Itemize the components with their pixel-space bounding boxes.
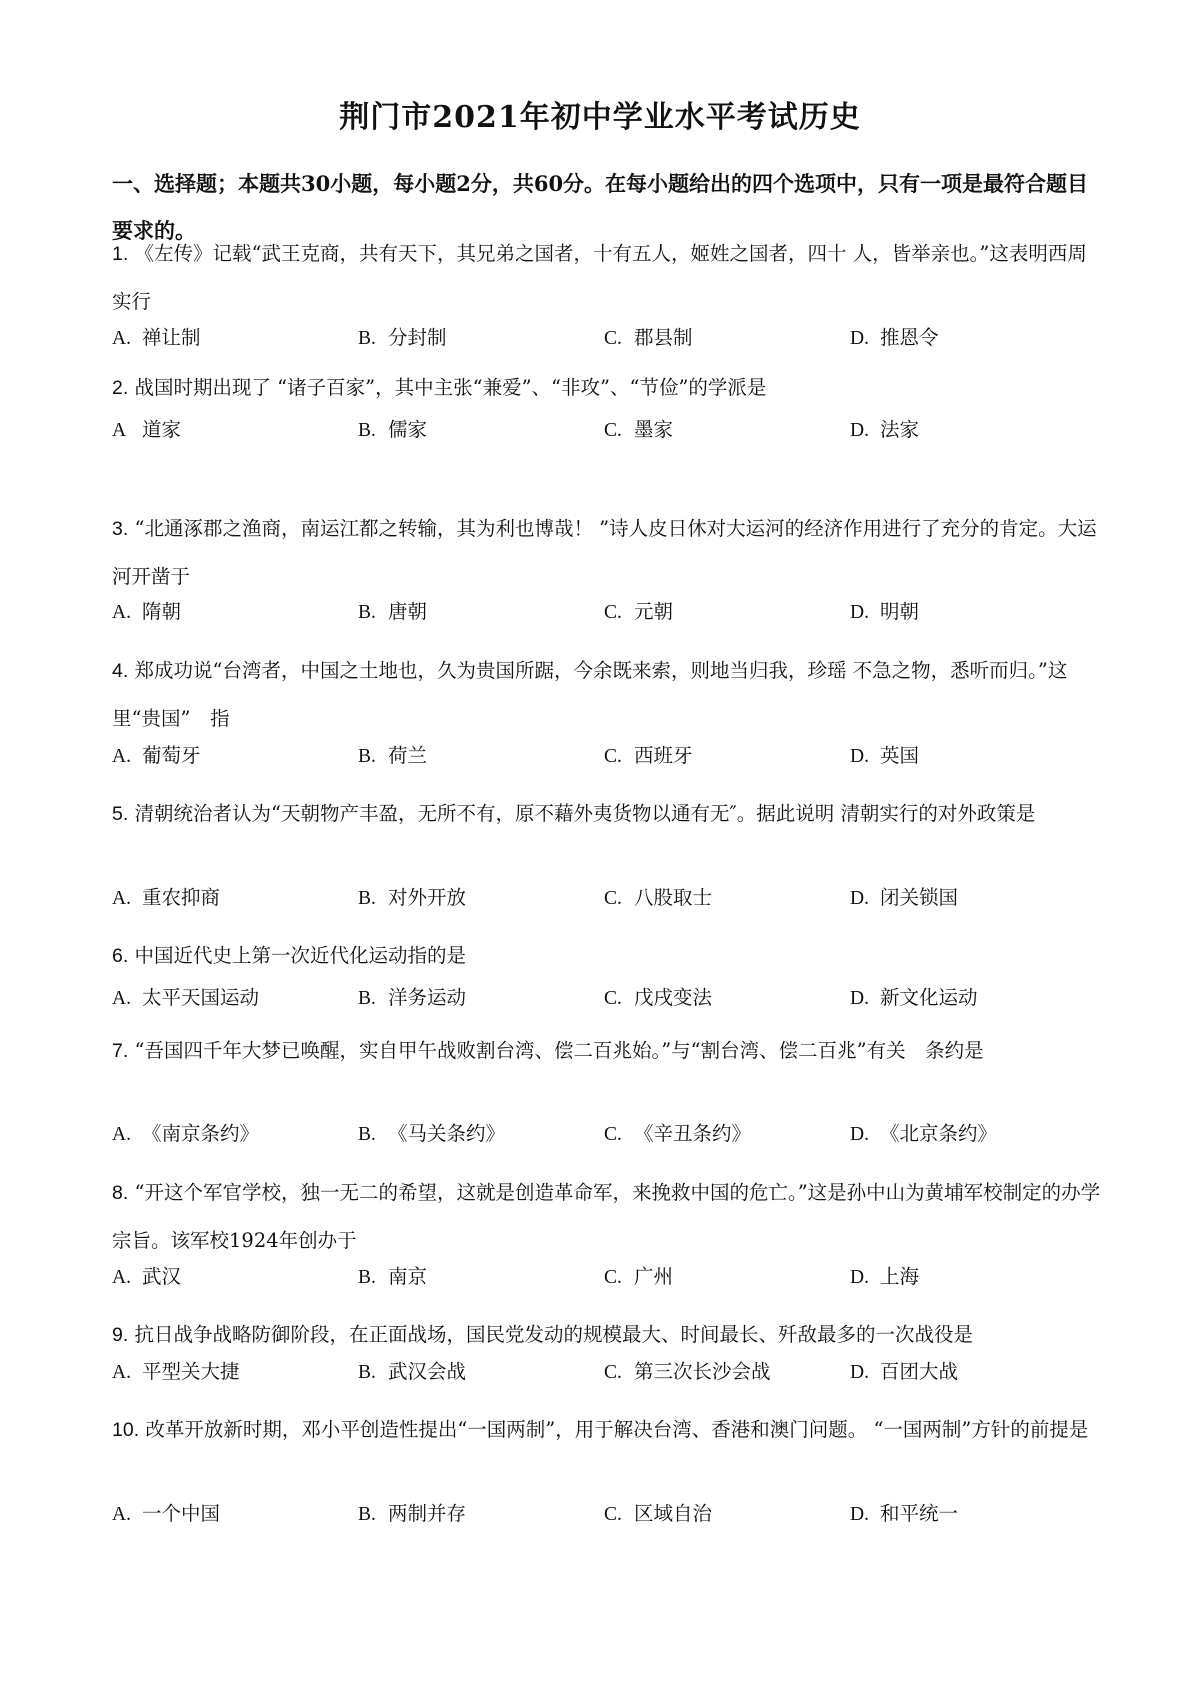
- option-letter: D.: [850, 988, 869, 1009]
- option-text: 洋务运动: [388, 986, 467, 1009]
- option-text: 区域自治: [634, 1502, 713, 1525]
- option-letter: A.: [112, 602, 131, 623]
- question-stem: 战国时期出现了 “诸子百家”，其中主张“兼爱”、“非攻”、“节俭”的学派是: [134, 376, 767, 399]
- option-letter: B.: [358, 328, 376, 349]
- option-text: 第三次长沙会战: [634, 1360, 771, 1383]
- option-letter: B.: [358, 888, 376, 909]
- exam-title: 荆门市2021年初中学业水平考试历史: [339, 100, 861, 135]
- option-text: 一个中国: [142, 1502, 221, 1525]
- question-stem: 清朝统治者认为“天朝物产丰盈，无所不有，原不藉外夷货物以通有无″。据此说明 清朝实行的对外政策是: [134, 802, 1036, 825]
- option-letter: C.: [604, 1124, 622, 1145]
- option-a[interactable]: [112, 592, 181, 633]
- option-b[interactable]: [358, 1114, 505, 1155]
- option-letter: A.: [112, 1504, 131, 1525]
- option-d[interactable]: [850, 736, 919, 777]
- option-text: 上海: [880, 1265, 920, 1288]
- option-c[interactable]: [604, 1257, 673, 1298]
- option-letter: C.: [604, 746, 622, 767]
- question-number: 1.: [112, 243, 129, 265]
- option-letter: D.: [850, 888, 869, 909]
- option-letter: C.: [604, 602, 622, 623]
- options-row-6: [112, 978, 1102, 1018]
- option-a[interactable]: [112, 1114, 259, 1155]
- option-b[interactable]: [358, 1352, 466, 1393]
- option-text: 《北京条约》: [880, 1122, 998, 1145]
- question-5: [112, 790, 1102, 838]
- option-c[interactable]: [604, 592, 673, 633]
- option-d[interactable]: [850, 410, 919, 451]
- option-a[interactable]: [112, 1352, 240, 1393]
- question-7: [112, 1027, 1102, 1075]
- option-b[interactable]: [358, 878, 466, 919]
- question-number: 2.: [112, 377, 129, 399]
- option-b[interactable]: [358, 1257, 427, 1298]
- option-text: 西班牙: [634, 744, 693, 767]
- option-text: 对外开放: [388, 886, 467, 909]
- option-text: 分封制: [388, 326, 447, 349]
- option-letter: C.: [604, 988, 622, 1009]
- options-row-3: [112, 592, 1102, 632]
- option-b[interactable]: [358, 318, 447, 359]
- question-stem: 郑成功说“台湾者，中国之土地也，久为贵国所踞，今余既来索，则地当归我，珍瑶 不急之物，悉听而归。”这里“贵国” 指: [112, 659, 1068, 730]
- option-a[interactable]: [112, 736, 201, 777]
- option-letter: C.: [604, 328, 622, 349]
- option-text: 儒家: [388, 418, 428, 441]
- option-letter: D.: [850, 746, 869, 767]
- option-a[interactable]: [112, 318, 201, 359]
- option-a[interactable]: [112, 1494, 220, 1535]
- option-text: 唐朝: [388, 600, 428, 623]
- option-letter: D.: [850, 1504, 869, 1525]
- question-number: 10.: [112, 1419, 140, 1441]
- options-row-2: [112, 410, 1102, 450]
- option-a[interactable]: [112, 410, 181, 451]
- section-heading: 一、选择题；本题共30小题，每小题2分，共60分。在每小题给出的四个选项中，只有一项是最符合题目要求的。: [112, 171, 1089, 243]
- question-stem: 改革开放新时期，邓小平创造性提出“一国两制”，用于解决台湾、香港和澳门问题。 “一国两制”方针的前提是: [145, 1418, 1089, 1441]
- option-c[interactable]: [604, 1114, 751, 1155]
- option-letter: C.: [604, 420, 622, 441]
- option-text: 南京: [388, 1265, 428, 1288]
- option-letter: A.: [112, 1267, 131, 1288]
- option-text: 《马关条约》: [388, 1122, 506, 1145]
- question-number: 5.: [112, 803, 129, 825]
- option-letter: A.: [112, 888, 131, 909]
- option-letter: D.: [850, 1124, 869, 1145]
- option-letter: B.: [358, 1267, 376, 1288]
- option-text: 英国: [880, 744, 920, 767]
- option-letter: B.: [358, 1504, 376, 1525]
- option-text: 法家: [880, 418, 920, 441]
- option-text: 和平统一: [880, 1502, 959, 1525]
- option-letter: A.: [112, 1362, 131, 1383]
- question-stem: 中国近代史上第一次近代化运动指的是: [134, 944, 466, 967]
- option-letter: B.: [358, 746, 376, 767]
- option-c[interactable]: [604, 1494, 712, 1535]
- option-letter: D.: [850, 420, 869, 441]
- option-text: 八股取士: [634, 886, 713, 909]
- option-text: 明朝: [880, 600, 920, 623]
- option-a[interactable]: [112, 978, 259, 1019]
- option-b[interactable]: [358, 978, 466, 1019]
- option-c[interactable]: [604, 736, 693, 777]
- option-text: 禅让制: [142, 326, 201, 349]
- question-stem: “北通涿郡之渔商，南运江都之转输，其为利也博哉！ ”诗人皮日休对大运河的经济作用进行了充分的肯定。大运河开凿于: [112, 517, 1097, 588]
- question-stem: 《左传》记载“武王克商，共有天下，其兄弟之国者，十有五人，姬姓之国者，四十 人，皆举亲也。”这表明西周实行: [112, 242, 1087, 313]
- option-b[interactable]: [358, 410, 427, 451]
- option-letter: B.: [358, 1124, 376, 1145]
- option-text: 推恩令: [880, 326, 939, 349]
- options-row-5: [112, 878, 1102, 918]
- option-text: 荷兰: [388, 744, 428, 767]
- option-letter: B.: [358, 420, 376, 441]
- option-letter: D.: [850, 1267, 869, 1288]
- option-d[interactable]: [850, 878, 958, 919]
- question-number: 4.: [112, 660, 129, 682]
- option-text: 新文化运动: [880, 986, 978, 1009]
- question-2: [112, 364, 1102, 412]
- option-letter: D.: [850, 328, 869, 349]
- option-c[interactable]: [604, 318, 693, 359]
- option-a[interactable]: [112, 1257, 181, 1298]
- question-8: [112, 1169, 1102, 1264]
- option-letter: C.: [604, 1267, 622, 1288]
- option-letter: C.: [604, 888, 622, 909]
- question-stem: “吾国四千年大梦已唤醒，实自甲午战败割台湾、偿二百兆始。”与“割台湾、偿二百兆”有关 条约是: [134, 1039, 984, 1062]
- option-d[interactable]: [850, 978, 978, 1019]
- option-c[interactable]: [604, 410, 673, 451]
- option-letter: A.: [112, 988, 131, 1009]
- question-number: 3.: [112, 518, 129, 540]
- option-text: 葡萄牙: [142, 744, 201, 767]
- option-b[interactable]: [358, 592, 427, 633]
- question-4: [112, 647, 1102, 742]
- question-stem: 抗日战争战略防御阶段，在正面战场，国民党发动的规模最大、时间最长、歼敌最多的一次战役是: [134, 1323, 973, 1346]
- option-text: 戊戌变法: [634, 986, 713, 1009]
- question-3: [112, 505, 1102, 600]
- option-text: 道家: [142, 418, 182, 441]
- option-c[interactable]: [604, 878, 712, 919]
- option-b[interactable]: [358, 1494, 466, 1535]
- question-number: 8.: [112, 1182, 129, 1204]
- option-letter: A: [112, 420, 127, 441]
- option-text: 武汉会战: [388, 1360, 467, 1383]
- question-1: [112, 230, 1102, 325]
- option-d[interactable]: [850, 318, 939, 359]
- option-letter: B.: [358, 602, 376, 623]
- option-d[interactable]: [850, 1114, 997, 1155]
- option-text: 两制并存: [388, 1502, 467, 1525]
- option-letter: A.: [112, 328, 131, 349]
- question-stem: “开这个军官学校，独一无二的希望，这就是创造革命军，来挽救中国的危亡。”这是孙中山为黄埔军校制定的办学宗旨。该军校1924年创办于: [112, 1181, 1101, 1252]
- option-letter: B.: [358, 988, 376, 1009]
- question-number: 6.: [112, 945, 129, 967]
- options-row-4: [112, 736, 1102, 776]
- option-text: 隋朝: [142, 600, 182, 623]
- question-number: 7.: [112, 1040, 129, 1062]
- option-text: 太平天国运动: [142, 986, 260, 1009]
- option-letter: C.: [604, 1504, 622, 1525]
- option-text: 广州: [634, 1265, 674, 1288]
- option-text: 闭关锁国: [880, 886, 959, 909]
- option-letter: A.: [112, 746, 131, 767]
- option-d[interactable]: [850, 1494, 958, 1535]
- option-text: 郡县制: [634, 326, 693, 349]
- option-letter: A.: [112, 1124, 131, 1145]
- option-text: 《辛丑条约》: [634, 1122, 752, 1145]
- option-d[interactable]: [850, 1257, 919, 1298]
- options-row-7: [112, 1114, 1102, 1154]
- options-row-10: [112, 1494, 1102, 1534]
- option-text: 武汉: [142, 1265, 182, 1288]
- option-text: 《南京条约》: [142, 1122, 260, 1145]
- option-d[interactable]: [850, 592, 919, 633]
- options-row-1: [112, 318, 1102, 358]
- option-b[interactable]: [358, 736, 427, 777]
- option-text: 墨家: [634, 418, 674, 441]
- option-text: 平型关大捷: [142, 1360, 240, 1383]
- options-row-9: [112, 1352, 1102, 1392]
- option-c[interactable]: [604, 1352, 771, 1393]
- question-6: [112, 932, 1102, 980]
- option-text: 百团大战: [880, 1360, 959, 1383]
- option-letter: B.: [358, 1362, 376, 1383]
- option-letter: D.: [850, 602, 869, 623]
- option-letter: C.: [604, 1362, 622, 1383]
- question-number: 9.: [112, 1324, 129, 1346]
- option-d[interactable]: [850, 1352, 958, 1393]
- option-letter: D.: [850, 1362, 869, 1383]
- options-row-8: [112, 1257, 1102, 1297]
- question-10: [112, 1406, 1102, 1454]
- option-text: 元朝: [634, 600, 674, 623]
- option-text: 重农抑商: [142, 886, 221, 909]
- option-c[interactable]: [604, 978, 712, 1019]
- option-a[interactable]: [112, 878, 220, 919]
